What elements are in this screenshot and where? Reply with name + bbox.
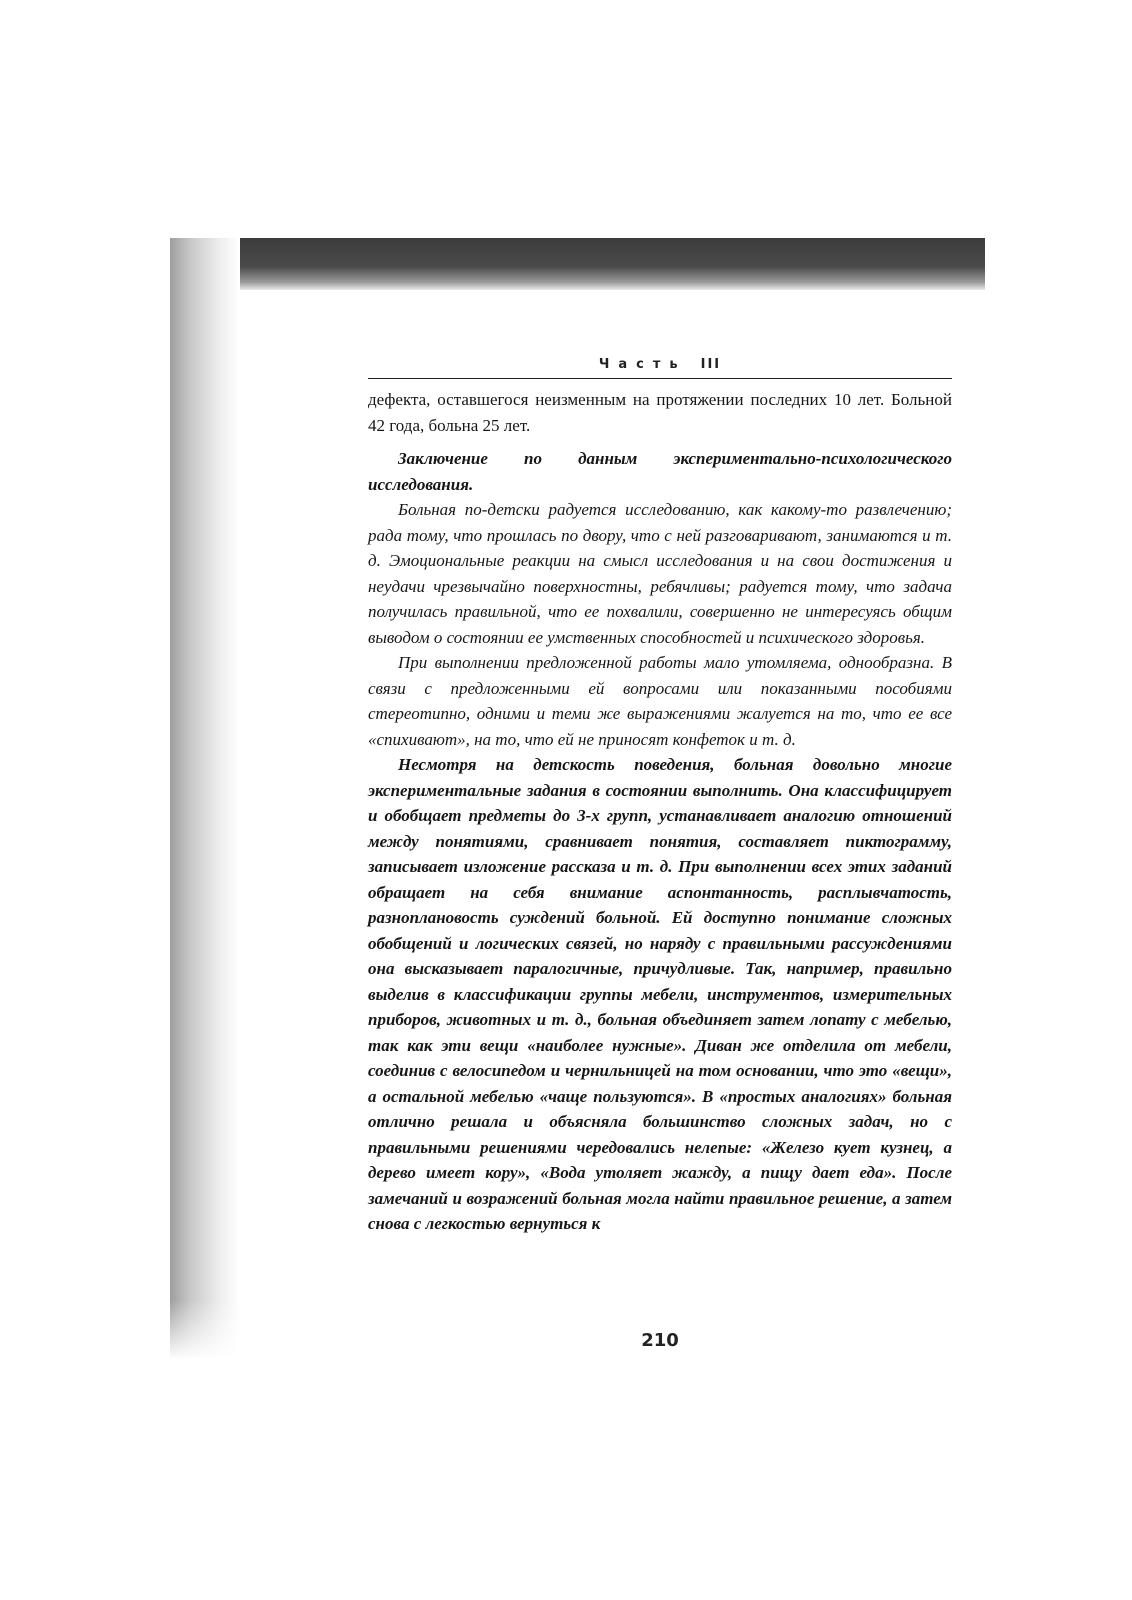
- paragraph-work-performance: При выполнении предложенной работы мало утомляема, однообразна. В связи с предложенными ей вопросами или показанными пособиями стереотипно, одними и теми же выражениями жалуется на то, что ее все «спихивают», на то, что ей не приносят конфеток и т. д.: [368, 653, 952, 749]
- paragraph-continuation: дефекта, оставшегося неизменным на протяжении последних 10 лет. Больной 42 года, больна 25 лет.: [368, 390, 952, 435]
- scan-left-shadow: [170, 238, 240, 1358]
- section-heading: Заключение по данным экспериментально-психологического исследования.: [368, 449, 952, 494]
- running-header: [368, 352, 952, 379]
- body-text: [368, 387, 952, 1237]
- scan-top-shadow: [170, 238, 985, 290]
- paragraph-experimental-tasks: Несмотря на детскость поведения, больная довольно многие экспериментальные задания в состоянии выполнить. Она классифицирует и обобщает предметы до 3-х групп, устанавливает аналогию отношений между понятиями, сравнивает понятия, составляет пиктограмму, записывает изложение рассказа и т. д. При выполнении всех этих заданий обращает на себя внимание аспонтанность, расплывчатость, разноплановость суждений больной. Ей доступно понимание сложных обобщений и логических связей, но наряду с правильными рассуждениями она высказывает паралогичные, причудливые. Так, например, правильно выделив в классификации группы мебели, инструментов, измерительных приборов, животных и т. д., больная объединяет затем лопату с мебелью, так как эти вещи «наиболее нужные». Диван же отделила от мебели, соединив с велосипедом и чернильницей на том основании, что это «вещи», а остальной мебелью «чаще пользуются». В «простых аналогиях» больная отлично решала и объясняла большинство сложных задач, но с правильными решениями чередовались нелепые: «Железо кует кузнец, а дерево имеет кору», «Вода утоляет жажду, а пищу дает еда». После замечаний и возражений больная могла найти правильное решение, а затем снова с легкостью вернуться к: [368, 755, 952, 1233]
- book-page: [368, 352, 952, 1237]
- scan-left-fade: [170, 1300, 240, 1360]
- header-part-number: III: [700, 357, 722, 372]
- page-number: 210: [641, 1330, 679, 1351]
- paragraph-emotional-reactions: Больная по-детски радуется исследованию, как какому-то развлечению; рада тому, что прошлась по двору, что с ней разговаривают, занимаются и т. д. Эмоциональные реакции на смысл исследования и на свои достижения и неудачи чрезвычайно поверхностны, ребячливы; радуется тому, что задача получилась правильной, что ее похвалили, совершенно не интересуясь общим выводом о состоянии ее умственных способностей и психического здоровья.: [368, 500, 952, 647]
- header-part-word: Часть: [598, 357, 687, 372]
